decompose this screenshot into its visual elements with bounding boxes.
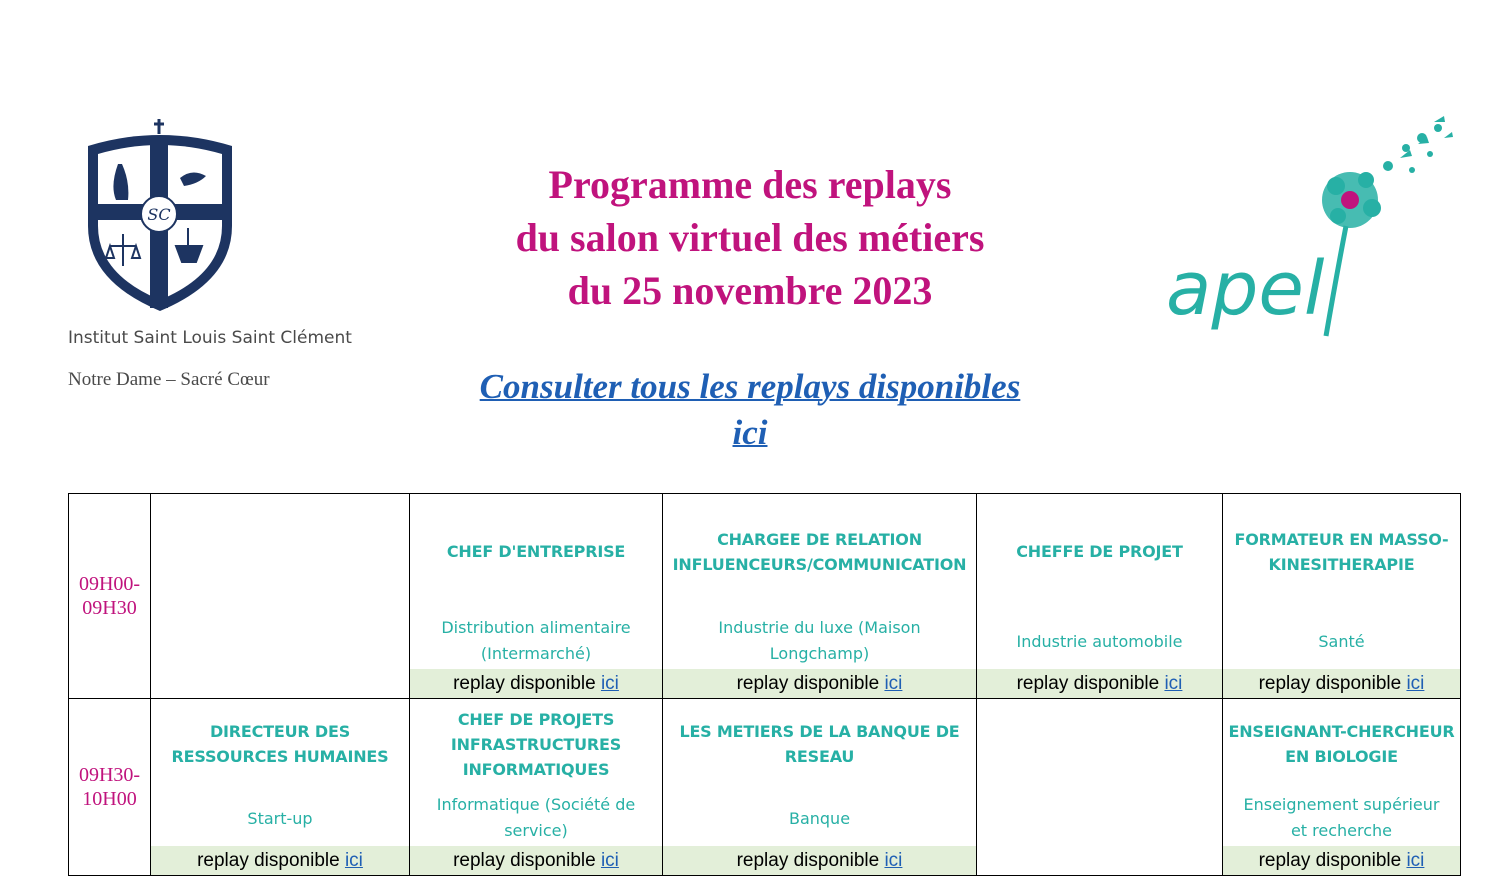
job-title-line: LES METIERS DE LA BANQUE DE [679, 722, 960, 741]
sector [247, 806, 312, 832]
title-line: du salon virtuel des métiers [515, 215, 985, 260]
session-cell [1223, 494, 1461, 699]
job-title-line: INFLUENCEURS/COMMUNICATION [672, 555, 967, 574]
sector-line: Distribution alimentaire [441, 618, 631, 637]
job-title-line: RESEAU [784, 747, 855, 766]
job-title-line: CHARGEE DE RELATION [717, 530, 922, 549]
consult-ici-link[interactable]: ici [732, 413, 768, 452]
job-title-line: INFRASTRUCTURES [450, 735, 622, 754]
replay-link[interactable]: ici [600, 850, 619, 871]
apel-logo [1160, 108, 1460, 358]
empty-cell [151, 494, 410, 699]
time-slot [69, 699, 151, 876]
time-slot-label: 09H30- [78, 764, 141, 786]
replay-link[interactable]: ici [600, 673, 619, 694]
replay-link[interactable]: ici [884, 673, 903, 694]
job-title [1235, 527, 1449, 577]
consult-all-replays-link[interactable]: Consulter tous les replays disponibles [479, 367, 1021, 406]
sector-line: service) [504, 821, 568, 840]
job-title [172, 719, 389, 769]
sector [1318, 629, 1364, 655]
replay-label: replay disponible [736, 673, 880, 694]
session-cell [151, 699, 410, 876]
sector-line: Industrie automobile [1016, 632, 1183, 651]
apel-logo-text: apel [1166, 246, 1325, 332]
replay-available [663, 669, 976, 698]
job-title [447, 539, 625, 564]
replay-available [977, 669, 1222, 698]
replay-label: replay disponible [453, 850, 596, 871]
job-title [1229, 719, 1455, 769]
job-title-line: CHEF DE PROJETS [457, 710, 615, 729]
time-slot [69, 494, 151, 699]
session-cell [663, 699, 977, 876]
replay-label: replay disponible [1258, 850, 1402, 871]
replay-label: replay disponible [197, 850, 340, 871]
time-slot-label: 09H00- [78, 573, 141, 595]
table-row [69, 494, 1461, 699]
replay-available [151, 846, 409, 875]
sector [1017, 629, 1183, 655]
sector [718, 615, 920, 667]
replay-available [1223, 846, 1460, 875]
job-title-line: CHEFFE DE PROJET [1016, 542, 1183, 561]
sector [1243, 792, 1439, 844]
time-slot-label: 09H30 [82, 597, 137, 619]
job-title-line: RESSOURCES HUMAINES [171, 747, 389, 766]
session-cell [1223, 699, 1461, 876]
job-title [451, 707, 621, 782]
session-cell [410, 699, 663, 876]
schedule-table [68, 493, 1461, 876]
replay-link[interactable]: ici [344, 850, 363, 871]
page-title [430, 158, 1070, 317]
replay-label: replay disponible [736, 850, 880, 871]
job-title-line: CHEF D'ENTREPRISE [446, 542, 626, 561]
job-title-line: INFORMATIQUES [462, 760, 610, 779]
sector [437, 792, 635, 844]
replay-label: replay disponible [453, 673, 596, 694]
sector-line: Start-up [247, 809, 313, 828]
replay-link[interactable]: ici [1406, 673, 1425, 694]
title-line: Programme des replays [548, 162, 952, 207]
job-title [1016, 539, 1182, 564]
session-cell [977, 494, 1223, 699]
replay-label: replay disponible [1258, 673, 1402, 694]
replay-available [1223, 669, 1460, 698]
replay-link[interactable]: ici [1406, 850, 1425, 871]
svg-text:SC: SC [147, 205, 171, 224]
sector-line: Santé [1318, 632, 1365, 651]
empty-cell [977, 699, 1223, 876]
institute-name: Institut Saint Louis Saint Clément [68, 328, 352, 348]
replay-available [410, 846, 662, 875]
sector-line: Banque [788, 809, 851, 828]
sector-line: Informatique (Société de [436, 795, 636, 814]
sector-line: Industrie du luxe (Maison [718, 618, 921, 637]
sector-line: (Intermarché) [480, 644, 592, 663]
sector-line: Enseignement supérieur [1243, 795, 1440, 814]
job-title [673, 527, 967, 577]
session-cell [663, 494, 977, 699]
title-line: du 25 novembre 2023 [567, 268, 933, 313]
session-cell [410, 494, 663, 699]
sector-line: Longchamp) [769, 644, 870, 663]
replay-label: replay disponible [1016, 673, 1160, 694]
sector [441, 615, 630, 667]
job-title-line: KINESITHERAPIE [1268, 555, 1415, 574]
replay-link[interactable]: ici [884, 850, 903, 871]
time-slot-label: 10H00 [82, 788, 137, 810]
replay-link[interactable]: ici [1164, 673, 1183, 694]
job-title-line: EN BIOLOGIE [1285, 747, 1398, 766]
job-title [679, 719, 959, 769]
replay-available [663, 846, 976, 875]
consult-all-replays [380, 364, 1120, 456]
table-row [69, 699, 1461, 876]
sector-line: et recherche [1290, 821, 1393, 840]
institute-subtitle: Notre Dame – Sacré Cœur [68, 369, 270, 390]
institute-crest-logo [80, 116, 240, 314]
job-title-line: FORMATEUR EN MASSO- [1234, 530, 1449, 549]
sector [789, 806, 850, 832]
job-title-line: ENSEIGNANT-CHERCHEUR [1228, 722, 1455, 741]
replay-available [410, 669, 662, 698]
job-title-line: DIRECTEUR DES [209, 722, 351, 741]
